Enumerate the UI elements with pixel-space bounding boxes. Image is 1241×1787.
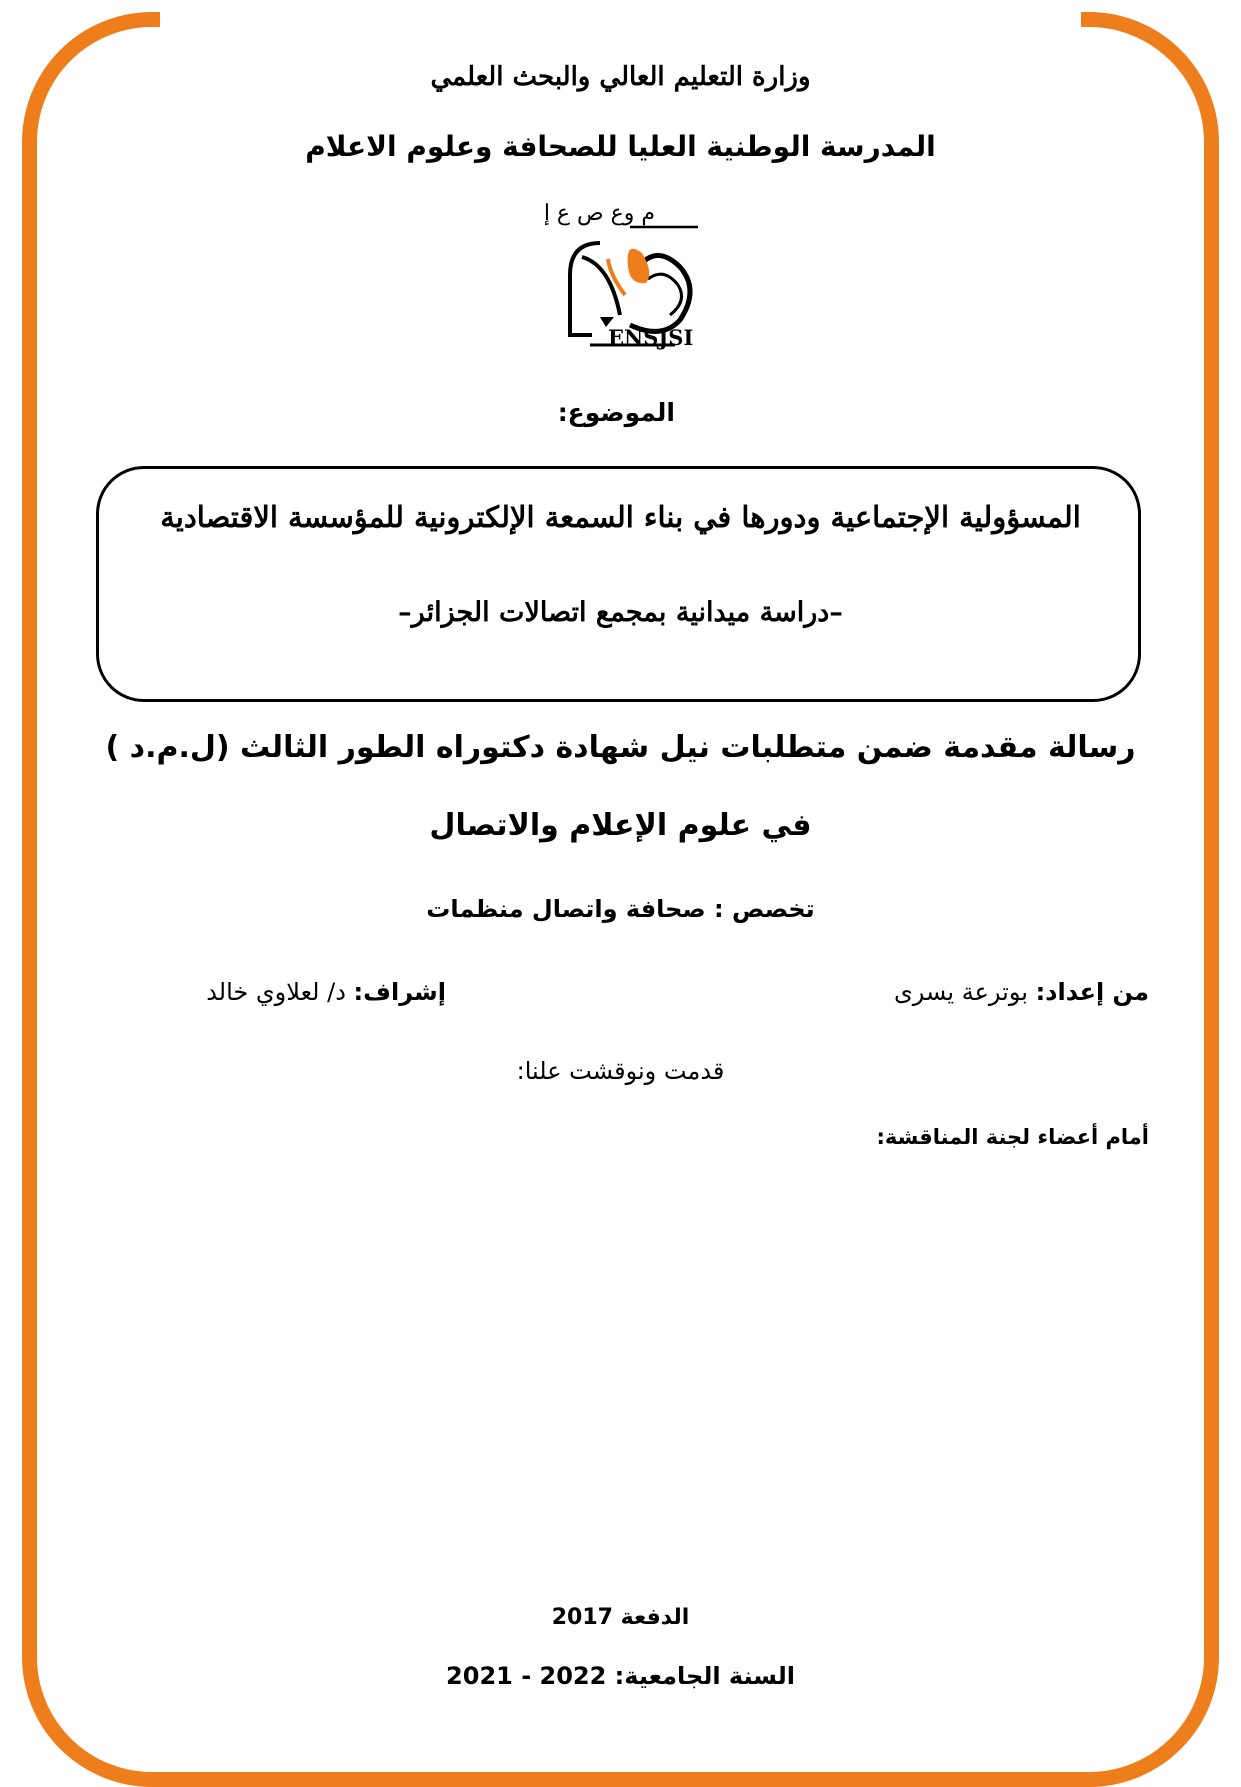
committee-label: أمام أعضاء لجنة المناقشة: [876,1125,1149,1149]
supervisor-label: إشراف: [353,978,446,1006]
logo-arabic-text: م وع ص ع إ [543,201,655,226]
defended-note: قدمت ونوقشت علنا: [516,1057,725,1085]
ministry-title: وزارة التعليم العالي والبحث العلمي [430,62,811,92]
subject-label: الموضوع: [557,398,675,427]
cohort: الدفعة 2017 [551,1605,690,1630]
degree-line-2: في علوم الإعلام والاتصال [429,808,812,843]
school-logo [530,201,710,360]
academic-year-label: السنة الجامعية: [614,1662,795,1690]
degree-line-1: رسالة مقدمة ضمن متطلبات نيل شهادة دكتوراه الطور الثالث (ل.م.د ) [105,730,1136,765]
prepared-by-label: من إعداد: [1035,978,1149,1006]
specialty: تخصص : صحافة واتصال منظمات [426,895,815,923]
school-title: المدرسة الوطنية العليا للصحافة وعلوم الاعلام [305,130,936,163]
academic-year [0,1662,1241,1690]
logo-latin-text: ENSJSI [608,325,694,350]
supervisor-name: د/ لعلاوي خالد [206,978,346,1006]
thesis-title: المسؤولية الإجتماعية ودورها في بناء السمعة الإلكترونية للمؤسسة الاقتصادية [160,500,1081,534]
academic-year-value: 2021 - 2022 [446,1662,607,1690]
thesis-subtitle: –دراسة ميدانية بمجمع اتصالات الجزائر– [398,597,843,628]
supervisor [206,978,446,1006]
prepared-by [894,978,1149,1006]
prepared-by-name: بوترعة يسرى [893,978,1028,1006]
